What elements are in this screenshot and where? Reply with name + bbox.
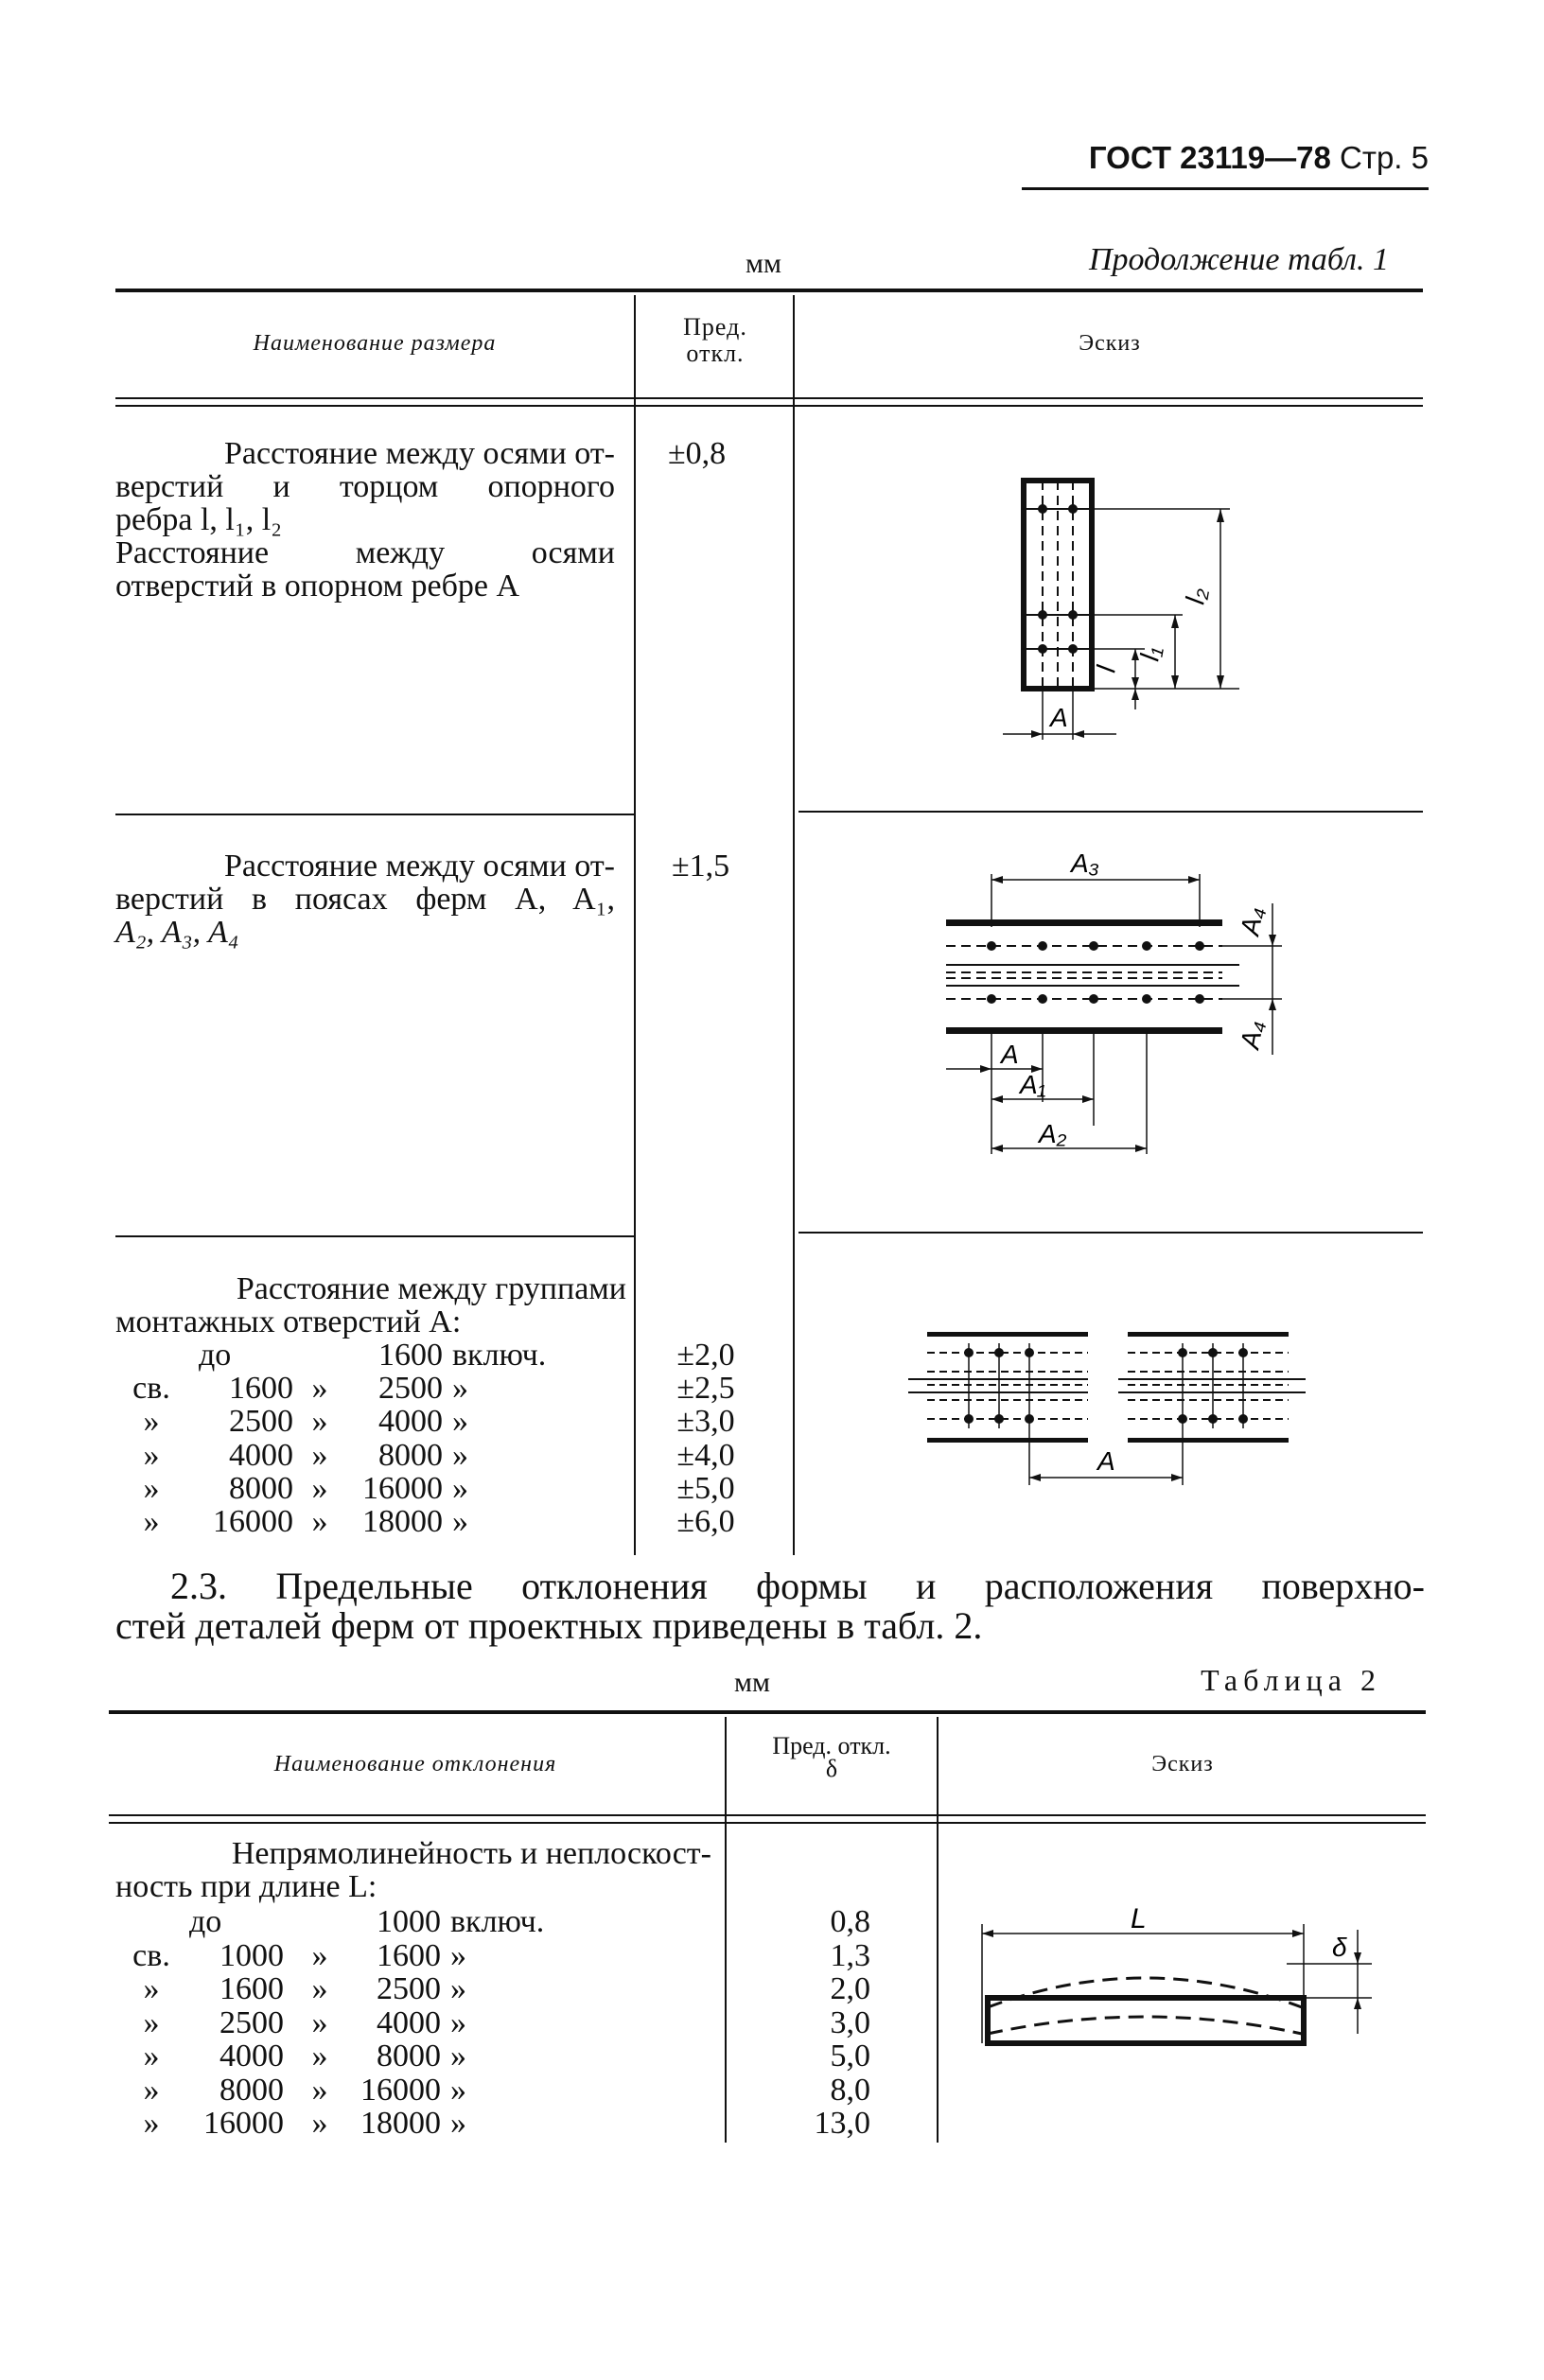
table1-caption: Продолжение табл. 1 [1088,242,1389,277]
range-deviation: ±2,0 [676,1338,735,1373]
table2-col-dev-line1: Пред. откл. [772,1732,891,1759]
range-deviation: ±6,0 [676,1504,735,1539]
table1-row1-line: ребра l, l₁, l₂ [115,502,283,537]
range-separator: » [311,1404,328,1440]
range-suffix: включ. [452,1338,547,1373]
range-prefix: » [143,1971,160,2006]
table1-row2-line: верстий в поясах ферм A, A₁, [115,882,615,917]
range-separator: » [311,2004,328,2040]
range-to: 1600 [377,1937,441,1973]
sketch-label: A₄ [1235,1018,1270,1052]
range-separator: » [311,2072,328,2108]
sketch-chord-holes [927,851,1325,1173]
sketch-label: A [1001,1040,1019,1069]
sketch-label: δ [1332,1933,1347,1962]
table1-row1-line: отверстий в опорном ребре A [115,569,520,604]
table1-col-dev [636,314,795,367]
range-from: 1600 [219,1971,284,2006]
range-to: 4000 [377,2004,441,2040]
paragraph-2-3 [115,1566,1425,1646]
range-deviation: ±4,0 [676,1437,735,1473]
table2-top-rule [109,1710,1426,1714]
table1-col-name: Наименование размера [253,331,497,356]
paragraph-line: стей деталей ферм от проектных приведены в табл. 2. [115,1604,983,1647]
table1-row-divider [798,811,1423,813]
page-number: Стр. 5 [1340,140,1429,175]
range-suffix: » [450,1937,466,1973]
table1-row-divider [115,814,634,815]
range-to: 8000 [377,2039,441,2074]
range-prefix: » [143,1470,160,1506]
range-separator: » [311,1437,328,1473]
table2-col-name: Наименование отклонения [273,1752,557,1776]
range-deviation: ±2,5 [676,1371,735,1407]
sketch-label: l [1091,663,1121,675]
range-from: до [189,1904,222,1939]
range-from: 2500 [219,2004,284,2040]
range-to: 2500 [378,1371,443,1407]
range-suffix: » [450,2072,466,2108]
table1-row-divider [798,1232,1423,1234]
range-to: 18000 [360,2106,441,2141]
range-from: 8000 [229,1470,293,1506]
table1-row2-line: A₂, A₃, A₄ [115,915,239,950]
range-suffix: » [452,1371,468,1407]
paragraph-line: 2.3. Предельные отклонения формы и расположения поверхно- [170,1565,1425,1607]
table2-row1-line: Непрямолинейность и неплоскост- [231,1836,711,1871]
table1-col-dev-line1: Пред. [683,313,747,341]
table1-row1-line: Расстояние между осями [115,535,615,570]
table1-row3-line: Расстояние между группами [236,1271,626,1306]
table1-header-rule [115,397,1423,399]
table1-row1-name [115,437,615,603]
range-from: 8000 [219,2072,284,2108]
range-from: 2500 [229,1404,293,1440]
table1-col-dev-line2: откл. [686,340,745,367]
sketch-straightness [974,1901,1391,2062]
table2-row1-name [115,1837,711,1903]
table1-row1-line: Расстояние между осями от- [224,436,615,471]
table1-row1-line: верстий и торцом опорного [115,469,615,504]
range-separator: » [311,2039,328,2074]
table1-header-rule-2 [115,405,1423,407]
page-header [1022,140,1429,176]
range-to: 4000 [378,1404,443,1440]
range-to: 18000 [362,1504,443,1539]
table1-units: мм [746,248,781,279]
sketch-label: l₁ [1134,643,1167,664]
header-rule [1022,187,1429,190]
range-from: до [199,1338,232,1373]
range-suffix: » [452,1437,468,1473]
range-prefix: » [143,2039,160,2074]
sketch-label: A [1050,703,1068,732]
table1-top-rule [115,289,1423,292]
table1-col-divider-2 [793,295,795,1555]
range-suffix: включ. [450,1904,545,1939]
table2-units: мм [734,1667,770,1698]
range-prefix: св. [132,1937,170,1973]
range-deviation: 5,0 [830,2039,870,2074]
table2-row1-line: ность при длине L: [115,1869,377,1904]
sketch-mounting-groups [908,1315,1315,1504]
range-prefix: » [143,2072,160,2108]
sketch-label: A₃ [1071,849,1099,878]
table1-row3-line: монтажных отверстий A: [115,1304,462,1339]
range-deviation: ±3,0 [676,1404,735,1440]
sketch-label: A₂ [1039,1119,1067,1148]
range-to: 16000 [362,1470,443,1506]
range-suffix: » [450,1971,466,2006]
table1-row-divider [115,1235,634,1237]
range-deviation: 13,0 [814,2106,870,2141]
range-deviation: 8,0 [830,2072,870,2108]
table2-header-rule-2 [109,1822,1426,1824]
range-to: 16000 [360,2072,441,2108]
range-deviation: 1,3 [830,1937,870,1973]
sketch-support-rib [1003,473,1287,757]
range-to: 2500 [377,1971,441,2006]
sketch-label: A₄ [1235,904,1270,938]
range-separator: » [311,1470,328,1506]
table1-col-divider-1 [634,295,636,1555]
range-from: 4000 [219,2039,284,2074]
gost-number: ГОСТ 23119—78 [1088,140,1331,175]
sketch-label: l₂ [1180,586,1212,607]
range-separator: » [311,1371,328,1407]
table2-col-dev [727,1732,937,1782]
range-to: 1600 [378,1338,443,1373]
range-suffix: » [450,2004,466,2040]
table2-caption: Таблица 2 [1201,1663,1381,1697]
range-separator: » [311,1971,328,2006]
table2-col-sketch: Эскиз [1151,1752,1214,1776]
range-from: 1000 [219,1937,284,1973]
range-prefix: » [143,1404,160,1440]
sketch-label: A₁ [1020,1070,1046,1099]
range-deviation: 0,8 [830,1904,870,1939]
range-to: 8000 [378,1437,443,1473]
range-separator: » [311,2106,328,2141]
range-suffix: » [450,2106,466,2141]
range-prefix: » [143,1437,160,1473]
range-deviation: 3,0 [830,2004,870,2040]
range-suffix: » [452,1404,468,1440]
table1-row2-line: Расстояние между осями от- [224,849,615,884]
range-deviation: ±5,0 [676,1470,735,1506]
table2-col-divider-1 [725,1717,727,2143]
range-from: 4000 [229,1437,293,1473]
range-suffix: » [452,1504,468,1539]
range-from: 16000 [203,2106,284,2141]
table2-col-divider-2 [937,1717,939,2143]
table1-row1-dev: ±0,8 [668,436,727,471]
range-separator: » [311,1937,328,1973]
range-deviation: 2,0 [830,1971,870,2006]
table1-col-sketch: Эскиз [1079,331,1141,356]
table2-header-rule [109,1814,1426,1816]
range-to: 1000 [377,1904,441,1939]
table1-row2-dev: ±1,5 [672,849,730,884]
table1-row2-name [115,849,615,949]
range-prefix: » [143,2106,160,2141]
range-separator: » [311,1504,328,1539]
range-suffix: » [452,1470,468,1506]
range-suffix: » [450,2039,466,2074]
table2-col-dev-line2: δ [825,1755,838,1782]
sketch-label: L [1131,1903,1147,1934]
range-from: 16000 [213,1504,293,1539]
range-prefix: » [143,2004,160,2040]
sketch-label: A [1097,1446,1115,1476]
range-prefix: » [143,1504,160,1539]
range-from: 1600 [229,1371,293,1407]
table1-row3-name [115,1272,626,1339]
range-prefix: св. [132,1371,170,1407]
